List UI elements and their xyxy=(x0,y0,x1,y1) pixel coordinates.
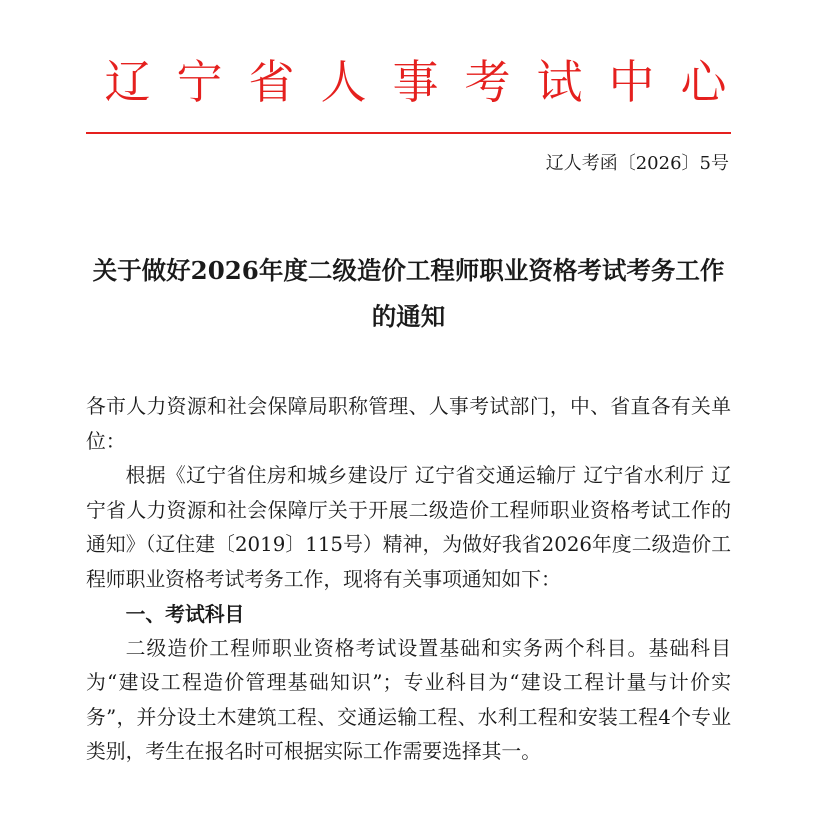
letterhead-divider xyxy=(86,132,731,134)
section-heading: 一、考试科目 xyxy=(125,602,245,626)
intro-paragraph: 根据《辽宁省住房和城乡建设厅 辽宁省交通运输厅 辽宁省水利厅 辽宁省人力资源和社会保障厅关于开展二级造价工程师职业资格考试工作的通知》（辽住建〔2019〕115号）精神，为做好我省2026年度二级造价工程师职业资格考试考务工作，现将有关事项通知如下： xyxy=(86,464,731,591)
document-body xyxy=(86,390,731,770)
section-paragraph: 二级造价工程师职业资格考试设置基础和实务两个科目。基础科目为“建设工程造价管理基础知识”；专业科目为“建设工程计量与计价实务”，并分设土木建筑工程、交通运输工程、水利工程和安装工程4个专业类别，考生在报名时可根据实际工作需要选择其一。 xyxy=(86,636,731,763)
document-number: 辽人考函〔2026〕5号 xyxy=(545,153,729,174)
addressee: 各市人力资源和社会保障局职称管理、人事考试部门，中、省直各有关单位： xyxy=(86,395,731,453)
document-title: 关于做好2026年度二级造价工程师职业资格考试考务工作的通知 xyxy=(92,256,725,331)
letterhead-title: 辽宁省人事考试中心 xyxy=(104,55,753,109)
